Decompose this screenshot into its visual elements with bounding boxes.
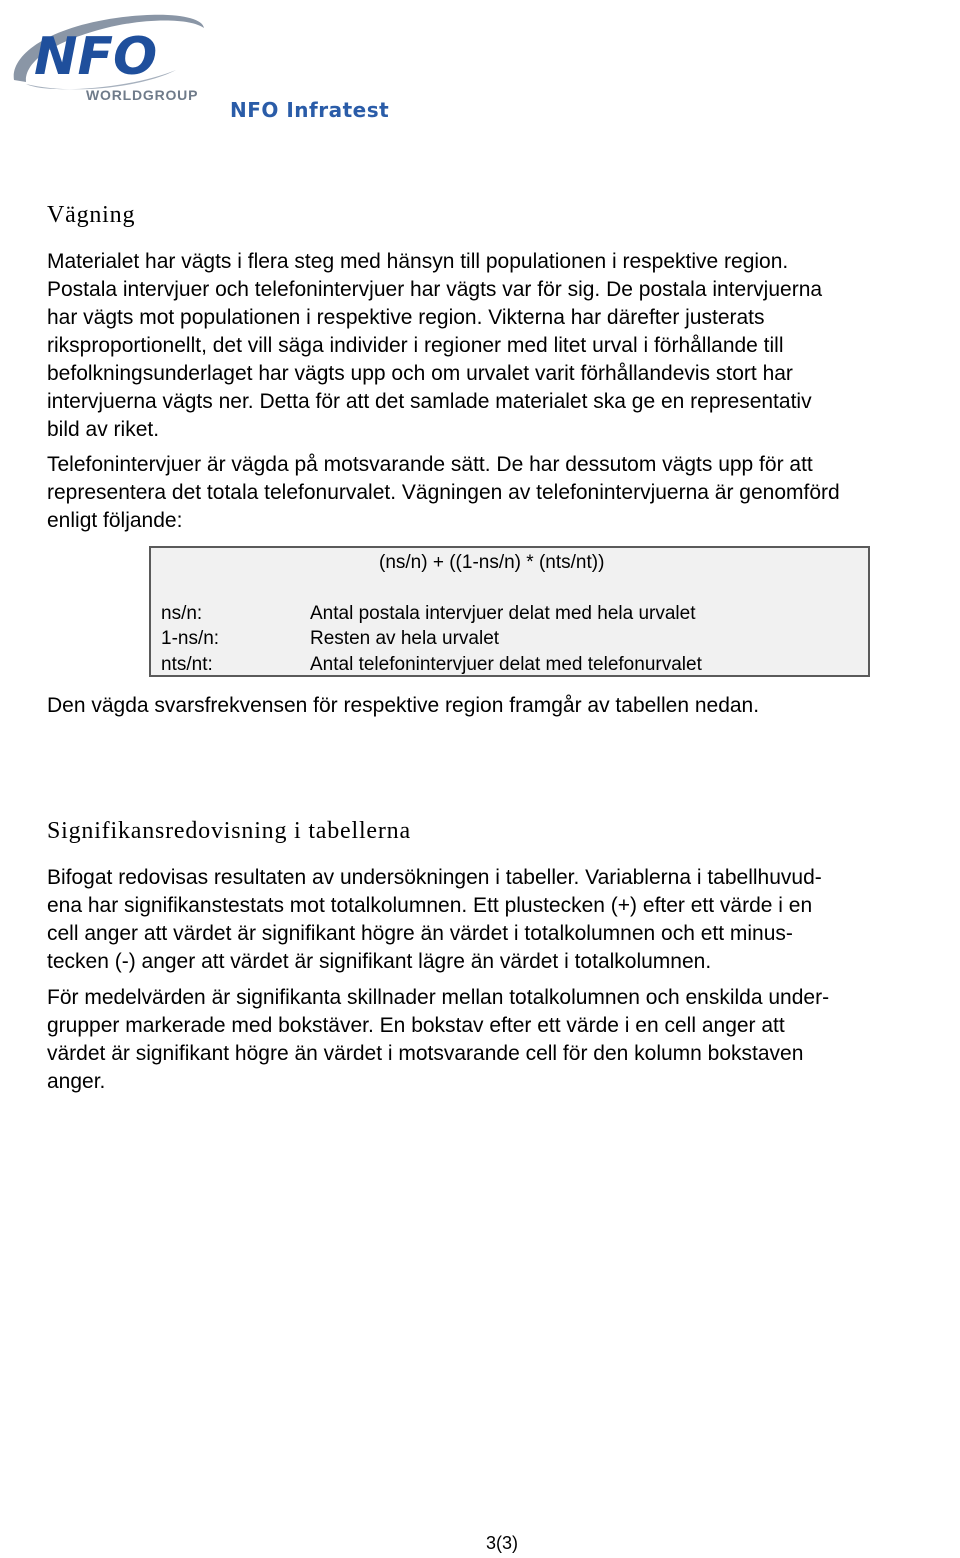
svg-text:NFO: NFO (34, 27, 158, 87)
text-line: har vägts mot populationen i respektive region. Vikterna har därefter justerats (47, 306, 765, 329)
text-line: Den vägda svarsfrekvensen för respektive region framgår av tabellen nedan. (47, 694, 760, 717)
text-line: tecken (-) anger att värdet är signifikant lägre än värdet i totalkolumnen. (47, 950, 712, 973)
text-line: befolkningsunderlaget har vägts upp och om urvalet varit förhållandevis stort har (47, 362, 793, 385)
section-heading-vagning: Vägning (47, 202, 136, 228)
formula-box (149, 546, 870, 677)
paragraph (47, 984, 829, 1096)
text-line: Telefonintervjuer är vägda på motsvarande sätt. De har dessutom vägts upp för att (47, 453, 813, 476)
text-line: För medelvärden är signifikanta skillnader mellan totalkolumnen och enskilda under- (47, 986, 830, 1009)
paragraph (47, 248, 822, 444)
formula-expression: (ns/n) + ((1-ns/n) * (nts/nt)) (379, 552, 605, 573)
text-line: riksproportionellt, det vill säga individer i regioner med litet urval i förhållande till (47, 334, 784, 357)
paragraph (47, 864, 822, 976)
text-line: Bifogat redovisas resultaten av undersökningen i tabeller. Variablerna i tabellhuvud- (47, 866, 822, 889)
text-line: representera det totala telefonurvalet. Vägningen av telefonintervjuerna är genomförd (47, 481, 840, 504)
text-line: enligt följande: (47, 509, 183, 532)
text-line: anger. (47, 1070, 106, 1093)
text-line: intervjuerna vägts ner. Detta för att det samlade materialet ska ge en representativ (47, 390, 812, 413)
definition-description: Antal postala intervjuer delat med hela urvalet (310, 603, 696, 624)
paragraph (47, 692, 759, 720)
definition-description: Antal telefonintervjuer delat med telefonurvalet (310, 654, 702, 675)
text-line: bild av riket. (47, 418, 160, 441)
logo-subtitle: NFO Infratest (230, 98, 390, 122)
text-line: cell anger att värdet är signifikant högre än värdet i totalkolumnen och ett minus- (47, 922, 793, 945)
text-line: värdet är signifikant högre än värdet i motsvarande cell för den kolumn bokstaven (47, 1042, 804, 1065)
logo-worldgroup-text: WORLDGROUP (86, 87, 199, 103)
text-line: Materialet har vägts i flera steg med hänsyn till populationen i respektive region. (47, 250, 789, 273)
text-line: Postala intervjuer och telefonintervjuer har vägts var för sig. De postala intervjuerna (47, 278, 823, 301)
company-logo (6, 4, 390, 124)
section-heading-signifikans: Signifikansredovisning i tabellerna (47, 818, 411, 844)
definition-term: nts/nt: (161, 654, 213, 675)
definition-term: ns/n: (161, 603, 203, 624)
paragraph (47, 451, 840, 535)
definition-description: Resten av hela urvalet (310, 628, 500, 649)
text-line: grupper markerade med bokstäver. En bokstav efter ett värde i en cell anger att (47, 1014, 785, 1037)
definition-term: 1-ns/n: (161, 628, 220, 649)
page-number: 3(3) (486, 1533, 519, 1553)
text-line: ena har signifikanstestats mot totalkolumnen. Ett plustecken (+) efter ett värde i en (47, 894, 813, 917)
